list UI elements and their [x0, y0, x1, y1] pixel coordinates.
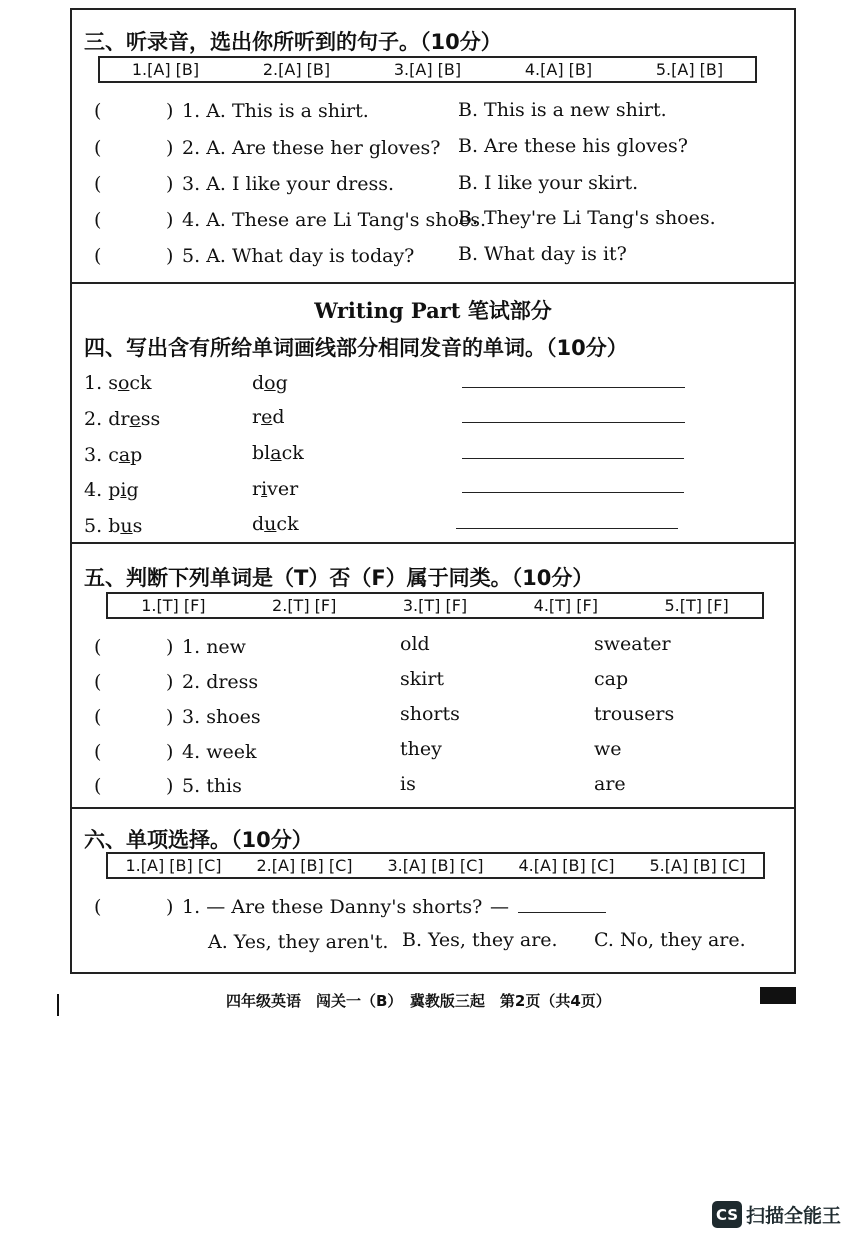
answer-choice: 4.[A] [B] [C]	[518, 856, 615, 875]
divider	[72, 542, 794, 544]
word-col-2: they	[400, 738, 442, 760]
answer-choice: 1.[A] [B]	[131, 60, 200, 79]
word-example: red	[252, 406, 285, 428]
option-b: B. I like your skirt.	[458, 172, 639, 194]
divider	[72, 282, 794, 284]
answer-blank[interactable]	[462, 458, 684, 459]
word-item: 2. dress	[84, 408, 161, 430]
option-b: B. This is a new shirt.	[458, 99, 667, 121]
scanner-watermark	[712, 1201, 841, 1228]
exam-frame: 三、听录音，选出你所听到的句子。（10分） 1.[A] [B] 2.[A] [B] 3.[A] [B] 4.[A] [B] 5.[A] [B] ( ) 1. A. This is a shirt. B. This is a new shirt. ( ) 2. A. Are these her gloves? B. Are these his gloves? ( ) 3. A. I like your dress. B. I like your skirt. ( ) 4. A. These are Li Tang's shoes. B. They're Li Tang's shoes. ( ) 5. A. What day is today? B. What day is it? Writing Part 笔试部分 四、写出含有所给单词画线部分相同发音的单词。（10分） 1. sock dog 2. dress red 3. cap black 4. pig river 5. bus duck 五、判断下列单词是（T）否（F）属于同类。（10分） 1.[T] [F] 2.[T] [F] 3.[T] [F] 4.[T] [F] 5.[T] [F] ( ) 1. new old sweater ( ) 2. dress skirt cap ( ) 3. shoes shorts trousers ( ) 4. week they we ( ) 5. this is are 六、单项选择。（10分） 1.[A] [B] [C] 2.[A] [B] [C] 3.[A] [B] [C] 4.[A] [B] [C] 5.[A] [B] [C] ( ) 1. — Are these Danny's shorts? — A. Yes, they aren't. B. Yes, they are. C. No, they are.	[70, 8, 796, 974]
answer-choice: 5.[A] [B]	[655, 60, 724, 79]
divider	[72, 807, 794, 809]
word-col-3: trousers	[594, 703, 675, 725]
word-col-2: is	[400, 773, 416, 795]
reply-dash: —	[490, 896, 509, 918]
answer-choice: 5.[T] [F]	[664, 596, 729, 615]
answer-choice: 1.[T] [F]	[141, 596, 206, 615]
word-item: 4. pig	[84, 479, 139, 501]
answer-blank[interactable]	[456, 528, 678, 529]
word-item: 3. cap	[84, 444, 143, 466]
writing-part-title: Writing Part 笔试部分	[314, 298, 552, 323]
page-footer: 四年级英语 闯关一（B） 冀教版三起 第2页（共4页）	[226, 992, 611, 1010]
word-example: dog	[252, 372, 288, 394]
answer-choice: 1.[A] [B] [C]	[125, 856, 222, 875]
word-col-3: sweater	[594, 633, 671, 655]
word-item: 5. bus	[84, 515, 143, 537]
section-6-answer-box	[106, 852, 765, 879]
answer-choice: 5.[A] [B] [C]	[649, 856, 746, 875]
word-col-3: cap	[594, 668, 629, 690]
answer-blank[interactable]	[518, 912, 606, 913]
scan-marker	[760, 987, 796, 1004]
answer-choice: 4.[A] [B]	[524, 60, 593, 79]
section-5-answer-box	[106, 592, 764, 619]
word-col-2: skirt	[400, 668, 445, 690]
option-b: B. What day is it?	[458, 243, 627, 265]
answer-choice: 3.[A] [B]	[393, 60, 462, 79]
word-col-3: we	[594, 738, 622, 760]
word-example: river	[252, 478, 299, 500]
option-b: B. Yes, they are.	[402, 929, 558, 951]
margin-mark	[57, 994, 59, 1016]
answer-choice: 4.[T] [F]	[533, 596, 598, 615]
option-b: B. Are these his gloves?	[458, 135, 688, 157]
option-a: A. Yes, they aren't.	[208, 931, 389, 953]
word-example: black	[252, 442, 304, 464]
option-c: C. No, they are.	[594, 929, 746, 951]
answer-choice: 2.[T] [F]	[272, 596, 337, 615]
word-item: 1. sock	[84, 372, 152, 394]
section-3: 三、听录音，选出你所听到的句子。（10分） 1.[A] [B] 2.[A] [B] 3.[A] [B] 4.[A] [B] 5.[A] [B] ( ) 1. A. This is a shirt. B. This is a new shirt. ( ) 2. A. Are these her gloves? B. Are these his gloves? ( ) 3. A. I like your dress. B. I like your skirt. ( ) 4. A. These are Li Tang's shoes. B. They're Li Tang's shoes. ( ) 5. A. What day is today? B. What day is it?	[72, 10, 794, 280]
answer-blank[interactable]	[462, 387, 685, 388]
word-col-2: old	[400, 633, 430, 655]
section-6-heading: 六、单项选择。（10分）	[84, 828, 313, 852]
section-3-heading: 三、听录音，选出你所听到的句子。（10分）	[84, 30, 502, 54]
word-col-3: are	[594, 773, 626, 795]
answer-choice: 2.[A] [B]	[262, 60, 331, 79]
section-4-heading: 四、写出含有所给单词画线部分相同发音的单词。（10分）	[84, 336, 628, 360]
answer-choice: 3.[A] [B] [C]	[387, 856, 484, 875]
option-b: B. They're Li Tang's shoes.	[458, 207, 716, 229]
section-5-heading: 五、判断下列单词是（T）否（F）属于同类。（10分）	[84, 566, 594, 590]
camscanner-logo-icon: CS	[712, 1201, 742, 1228]
answer-choice: 3.[T] [F]	[402, 596, 468, 615]
answer-blank[interactable]	[462, 422, 685, 423]
watermark-text: 扫描全能王	[746, 1205, 842, 1227]
answer-blank[interactable]	[462, 492, 684, 493]
section-3-answer-box	[98, 56, 757, 83]
answer-choice: 2.[A] [B] [C]	[256, 856, 353, 875]
word-example: duck	[252, 513, 299, 535]
word-col-2: shorts	[400, 703, 460, 725]
